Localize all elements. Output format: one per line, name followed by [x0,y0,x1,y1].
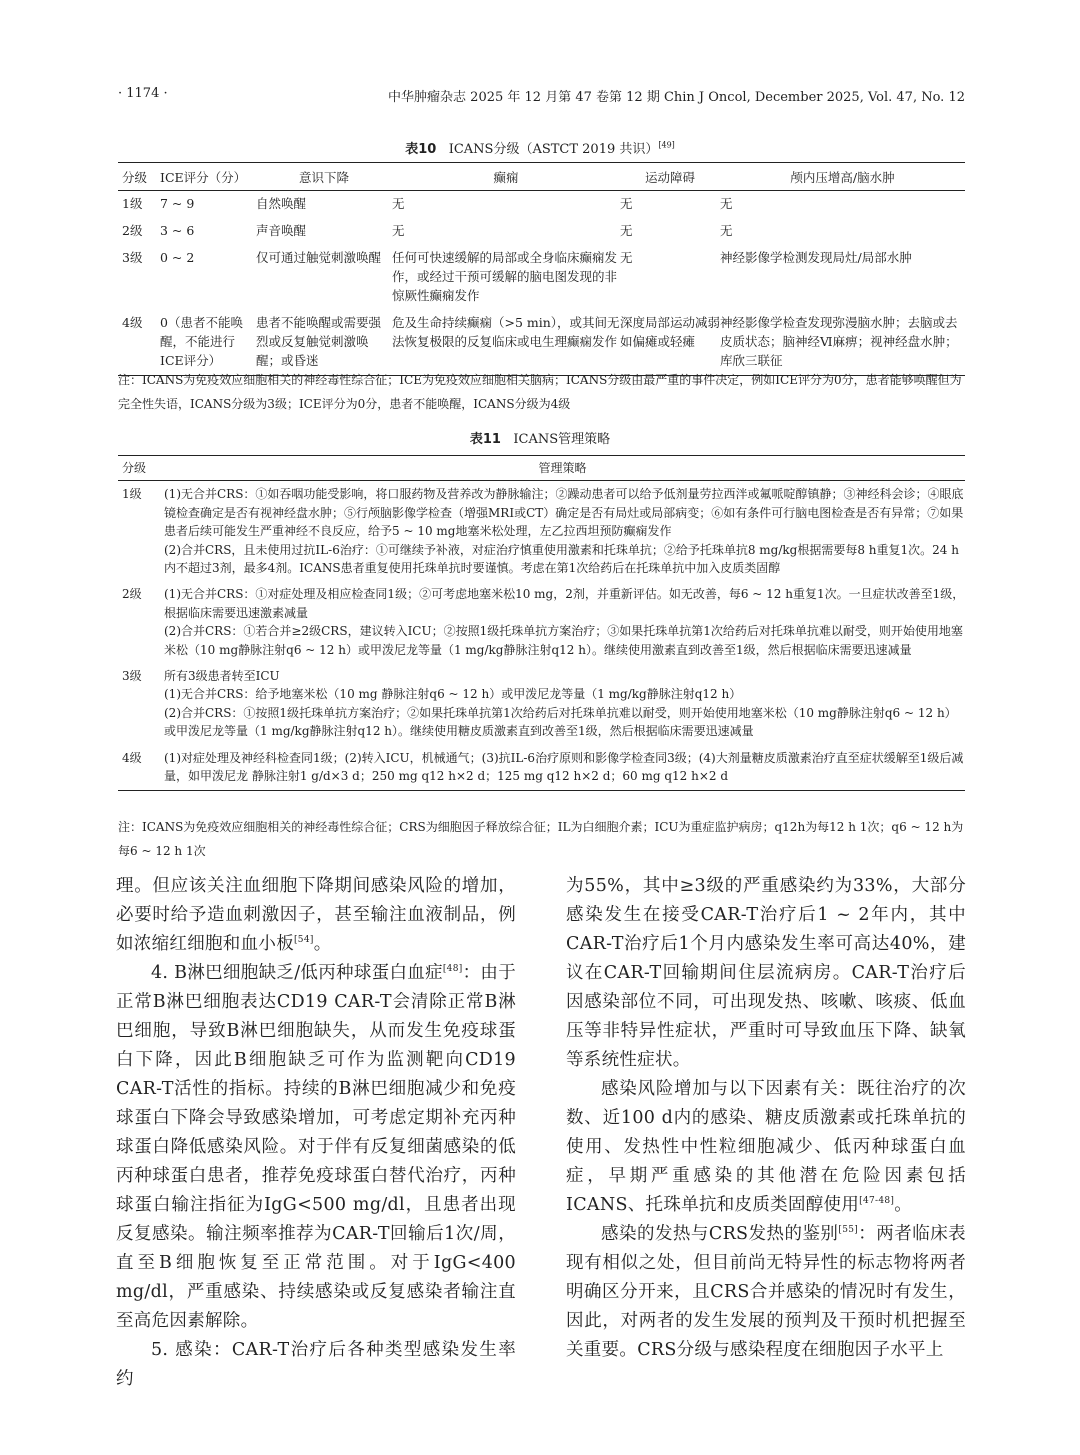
table-cell: 声音唤醒 [256,223,307,238]
table-row [118,481,965,582]
table-cell: 0（患者不能唤醒，不能进行ICE评分） [160,310,256,376]
column-header: 分级 [118,163,160,191]
paragraph-text: 。 [313,934,332,954]
table-cell: 无 [720,223,733,238]
table10-title: ICANS分级（ASTCT 2019 共识） [448,142,659,157]
table-cell: 深度局部运动减弱如偏瘫或轻瘫 [620,310,720,376]
strategy-paragraph: 所有3级患者转至ICU [164,669,280,684]
table11-caption [0,428,1080,447]
table10-note: 注：ICANS为免疫效应细胞相关的神经毒性综合征；ICE为免疫效应细胞相关脑病；ICANS分级由最严重的事件决定，例如ICE评分为0分，患者能够唤醒但为完全性失语，ICANS分级为3级；ICE评分为0分，患者不能唤醒，ICANS分级为4级 [118,373,962,411]
table-cell [160,481,965,582]
body-paragraph [566,1075,966,1220]
strategy-paragraph: (2)合并CRS，且未使用过抗IL-6治疗：①可继续予补液，对症治疗慎重使用激素和托珠单抗；②给予托珠单抗8 mg/kg根据需要每8 h重复1次。24 h内不超过3剂，最多4剂。ICANS患者重复使用托珠单抗时要谨慎。考虑在第1次给药后在托珠单抗中加入皮质类固醇 [164,542,959,576]
table-cell: 无 [620,196,633,211]
table-cell [160,581,965,663]
table-cell: 4级 [118,310,160,376]
table10 [118,162,965,376]
column-header: ICE评分（分） [160,163,256,191]
table11-number: 表11 [469,432,501,447]
strategy-paragraph: (1)无合并CRS：①对症处理及相应检查同1级；②可考虑地塞米松10 mg，2剂，并重新评估。如无改善，每6 ~ 12 h重复1次。一旦症状改善至1级，根据临床需要迅速激素减量 [164,587,965,620]
table-row [118,310,965,376]
paragraph-text: 。 [894,1195,913,1215]
table-row [118,245,965,310]
column-header: 分级 [118,456,160,481]
column-header: 颅内压增高/脑水肿 [720,163,965,191]
citation: [55] [838,1225,859,1235]
body-column-right [566,872,966,1365]
body-column-left [116,872,516,1394]
column-header: 意识下降 [256,163,392,191]
body-paragraph: 5. 感染：CAR-T治疗后各种类型感染发生率约 [116,1340,516,1389]
strategy-paragraph: (1)无合并CRS：①如吞咽功能受影响，将口服药物及营养改为静脉输注；②躁动患者可以给予低剂量劳拉西泮或氟哌啶醇镇静；③神经科会诊；④眼底镜检查确定是否有视神经盘水肿；⑤行颅脑影像学检查（增强MRI或CT）确定是否有局灶或局部病变；⑥如有条件可行脑电图检查是否有异常；⑦如果患者后续可能发生严重神经不良反应，给予5 ~ 10 mg地塞米松处理，左乙拉西坦预防癫痫发作 [164,487,964,539]
table-cell: 7 ~ 9 [160,196,195,211]
table10-caption [0,138,1080,157]
table-cell: 3级 [122,669,142,684]
table10-ref: [49] [658,140,675,150]
paragraph-text: ：由于正常B淋巴细胞表达CD19 CAR-T会清除正常B淋巴细胞，导致B淋巴细胞缺失，从而发生免疫球蛋白下降，因此B细胞缺乏可作为监测靶向CD19 CAR-T活性的指标。持续的B淋巴细胞减少和免疫球蛋白下降会导致感染增加，可考虑定期补充丙种球蛋白降低感染风险。对于伴有反复细菌感染的低丙种球蛋白患者，推荐免疫球蛋白替代治疗，丙种球蛋白输注指征为IgG<500 mg/dl，且患者出现反复感染。输注频率推荐为CAR-T回输后1次/周，直至B细胞恢复至正常范围。对于IgG<400 mg/dl，严重感染、持续感染或反复感染者输注直至高危因素解除。 [116,963,516,1331]
table-cell: 患者不能唤醒或需要强烈或反复触觉刺激唤醒；或昏迷 [256,310,392,376]
table-cell: 无 [620,223,633,238]
table-cell: 神经影像学检测发现局灶/局部水肿 [720,250,912,265]
running-header [118,86,965,110]
citation: [47-48] [859,1196,895,1206]
table-cell: 任何可快速缓解的局部或全身临床癫痫发作，或经过干预可缓解的脑电图发现的非惊厥性癫痫发作 [392,250,618,303]
table11 [118,455,965,791]
body-paragraph [566,1220,966,1365]
table-cell: 0 ~ 2 [160,250,195,265]
body-paragraph [116,872,516,959]
table-cell: 1级 [122,487,142,502]
table-cell: 危及生命持续癫痫（>5 min），或其间无法恢复极限的反复临床或电生理癫痫发作 [392,310,620,376]
table-row [118,745,965,790]
table-cell: 2级 [122,587,142,602]
table-cell: 1级 [122,196,143,211]
citation: [48] [442,964,463,974]
body-paragraph [116,959,516,1336]
table-row [118,218,965,245]
column-header: 运动障碍 [620,163,720,191]
body-paragraph: 为55%，其中≥3级的严重感染约为33%，大部分感染发生在接受CAR-T治疗后1 ~ 2年内，其中CAR-T治疗后1个月内感染发生率可高达40%，建议在CAR-T回输期间住层流病房。CAR-T治疗后因感染部位不同，可出现发热、咳嗽、咳痰、低血压等非特异性症状，严重时可导致血压下降、缺氧等系统性症状。 [566,876,966,1070]
table-cell: 仅可通过触觉刺激唤醒 [256,250,382,265]
table-cell [160,745,965,790]
paragraph-text: ：两者临床表现有相似之处，但目前尚无特异性的标志物将两者明确区分开来，且CRS合并感染的情况时有发生，因此，对两者的发生发展的预判及干预时机把握至关重要。CRS分级与感染程度在细胞因子水平上 [566,1224,966,1360]
strategy-paragraph: (1)无合并CRS：给予地塞米松（10 mg 静脉注射q6 ~ 12 h）或甲泼尼龙等量（1 mg/kg静脉注射q12 h） [164,687,742,702]
citation: [54] [294,935,314,945]
paragraph-text: 感染风险增加与以下因素有关：既往治疗的次数、近100 d内的感染、糖皮质激素或托珠单抗的使用、发热性中性粒细胞减少、低丙种球蛋白血症，早期严重感染的其他潜在危险因素包括ICANS、托珠单抗和皮质类固醇使用 [566,1079,966,1215]
table-cell: 自然唤醒 [256,196,307,211]
table-cell: 神经影像学检查发现弥漫脑水肿；去脑或去皮质状态；脑神经Ⅵ麻痹；视神经盘水肿；库欣三联征 [720,310,965,376]
table-cell: 3 ~ 6 [160,223,195,238]
table-cell: 无 [392,196,405,211]
table-cell: 无 [392,223,405,238]
strategy-paragraph: (2)合并CRS：①若合并≥2级CRS，建议转入ICU；②按照1级托珠单抗方案治疗；③如果托珠单抗第1次给药后对托珠单抗难以耐受，则开始使用地塞米松（10 mg静脉注射q6 ~ 12 h）或甲泼尼龙等量（1 mg/kg静脉注射q12 h）。继续使用激素直到改善至1级，然后根据临床需要迅速减量 [164,624,963,657]
table-header-row [118,163,965,191]
table10-number: 表10 [405,142,437,157]
page-number: · 1174 · [118,86,168,101]
table-cell [160,663,965,745]
table-cell: 无 [720,196,733,211]
table-row [118,581,965,663]
table11-title: ICANS管理策略 [513,432,611,447]
subheading: 感染的发热与CRS发热的鉴别 [601,1224,839,1244]
table-header-row [118,456,965,481]
column-header: 癫痫 [392,163,620,191]
table-cell: 4级 [118,745,160,790]
paragraph-text: 理。但应该关注血细胞下降期间感染风险的增加，必要时给予造血刺激因子，甚至输注血液制品，例如浓缩红细胞和血小板 [116,876,516,954]
subheading: 4. B淋巴细胞缺乏/低丙种球蛋白血症 [151,963,443,983]
table-row [118,191,965,219]
table-row [118,663,965,745]
table11-note: 注：ICANS为免疫效应细胞相关的神经毒性综合征；CRS为细胞因子释放综合征；IL为白细胞介素；ICU为重症监护病房；q12h为每12 h 1次；q6 ~ 12 h为每6 ~ 12 h 1次 [118,820,964,858]
column-header: 管理策略 [160,456,965,481]
table-cell: 2级 [122,223,143,238]
journal-citation: 中华肿瘤杂志 2025 年 12 月第 47 卷第 12 期 Chin J Oncol, December 2025, Vol. 47, No. 12 [388,90,965,105]
table-cell: 3级 [122,250,143,265]
strategy-paragraph: (2)合并CRS：①按照1级托珠单抗方案治疗；②如果托珠单抗第1次给药后对托珠单抗难以耐受，则开始使用地塞米松（10 mg静脉注射q6 ~ 12 h）或甲泼尼龙等量（1 mg/kg静脉注射q12 h）。继续使用糖皮质激素直到改善至1级，然后根据临床需要迅速减量 [164,705,957,739]
strategy-paragraph: (1)对症处理及神经科检查同1级；(2)转入ICU，机械通气；(3)抗IL-6治疗原则和影像学检查同3级；(4)大剂量糖皮质激素治疗直至症状缓解至1级后减量，如甲泼尼龙 静脉注射1 g/d×3 d；250 mg q12 h×2 d；125 mg q12 h×2 d；60 mg q12 h×2 d [164,750,964,784]
table-cell: 无 [620,250,633,265]
